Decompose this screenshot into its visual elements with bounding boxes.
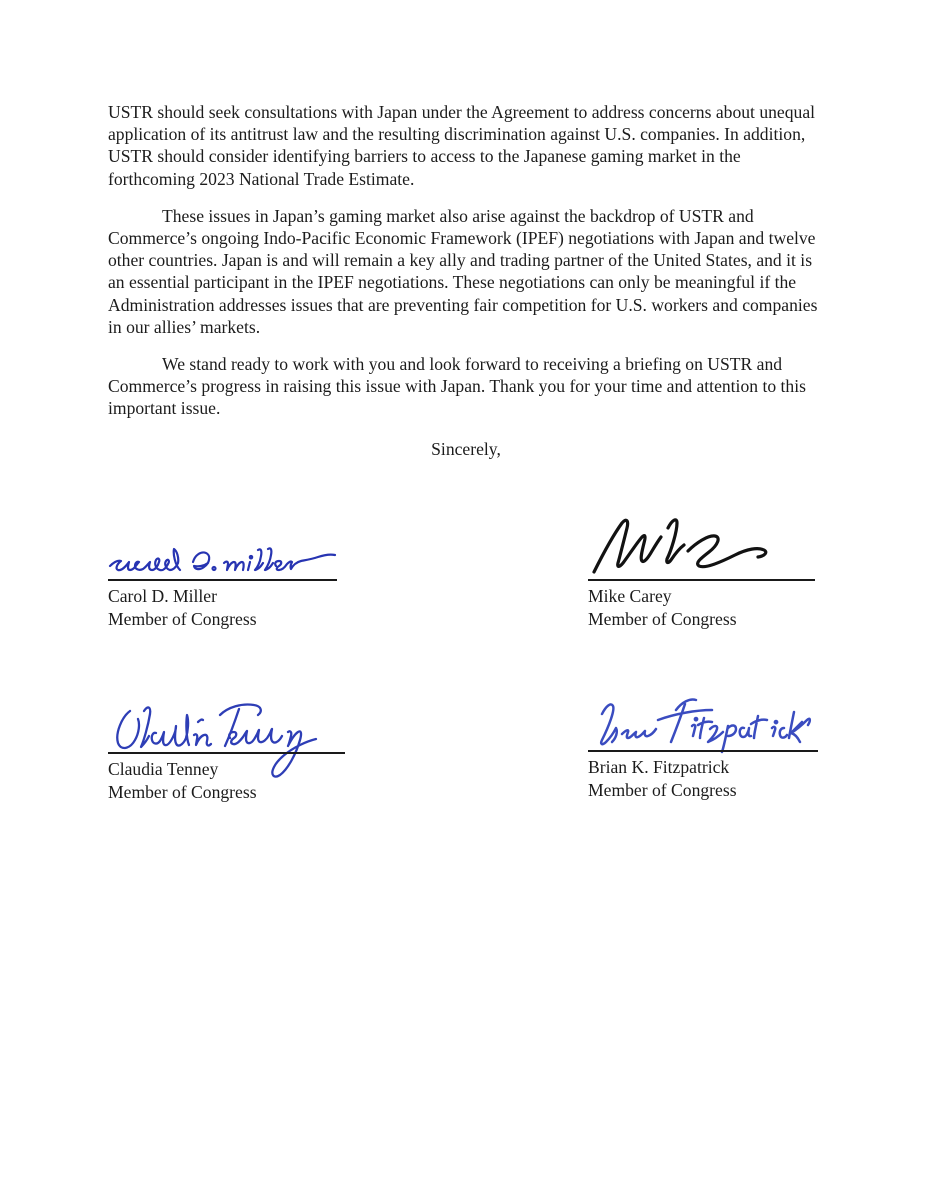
signature-underline xyxy=(108,579,337,581)
signature-underline xyxy=(108,752,345,754)
signer-title: Member of Congress xyxy=(588,608,737,629)
paragraph-ustr-consultations: USTR should seek consultations with Japan under the Agreement to address concerns about unequal application of its antitrust law and the resulting discrimination against U.S. companies. In addition, USTR should consider identifying barriers to access to the Japanese gaming market in the forthcoming 2023 National Trade Estimate. xyxy=(108,102,816,189)
signer-name: Brian K. Fitzpatrick xyxy=(588,757,730,777)
signature-block-brian-fitzpatrick xyxy=(588,750,818,801)
signature-underline xyxy=(588,579,815,581)
signer-name: Claudia Tenney xyxy=(108,759,219,779)
signature-block-claudia-tenney xyxy=(108,752,345,803)
signature-underline xyxy=(588,750,818,752)
signer-title: Member of Congress xyxy=(108,608,257,629)
mike-carey-signature-icon xyxy=(588,502,815,585)
signer-name: Mike Carey xyxy=(588,586,672,606)
paragraph-stand-ready: We stand ready to work with you and look forward to receiving a briefing on USTR and Commerce’s progress in raising this issue with Japan. Thank you for your time and attention to this important issue. xyxy=(108,354,806,419)
signer-name: Carol D. Miller xyxy=(108,586,217,606)
brian-fitzpatrick-signature-icon xyxy=(588,692,818,765)
closing-salutation: Sincerely, xyxy=(431,438,501,459)
letter-body xyxy=(108,101,824,460)
signature-block-carol-miller xyxy=(108,579,337,630)
paragraph-ipef-negotiations: These issues in Japan’s gaming market also arise against the backdrop of USTR and Commerce’s ongoing Indo-Pacific Economic Framework (IPEF) negotiations with Japan and twelve other countries. Japan is and will remain a key ally and trading partner of the United States, and it is an essential participant in the IPEF negotiations. These negotiations can only be meaningful if the Administration addresses issues that are preventing fair competition for U.S. workers and companies in our allies’ markets. xyxy=(108,205,818,337)
signer-title: Member of Congress xyxy=(108,781,257,802)
signer-title: Member of Congress xyxy=(588,779,737,800)
signature-block-mike-carey xyxy=(588,579,815,630)
